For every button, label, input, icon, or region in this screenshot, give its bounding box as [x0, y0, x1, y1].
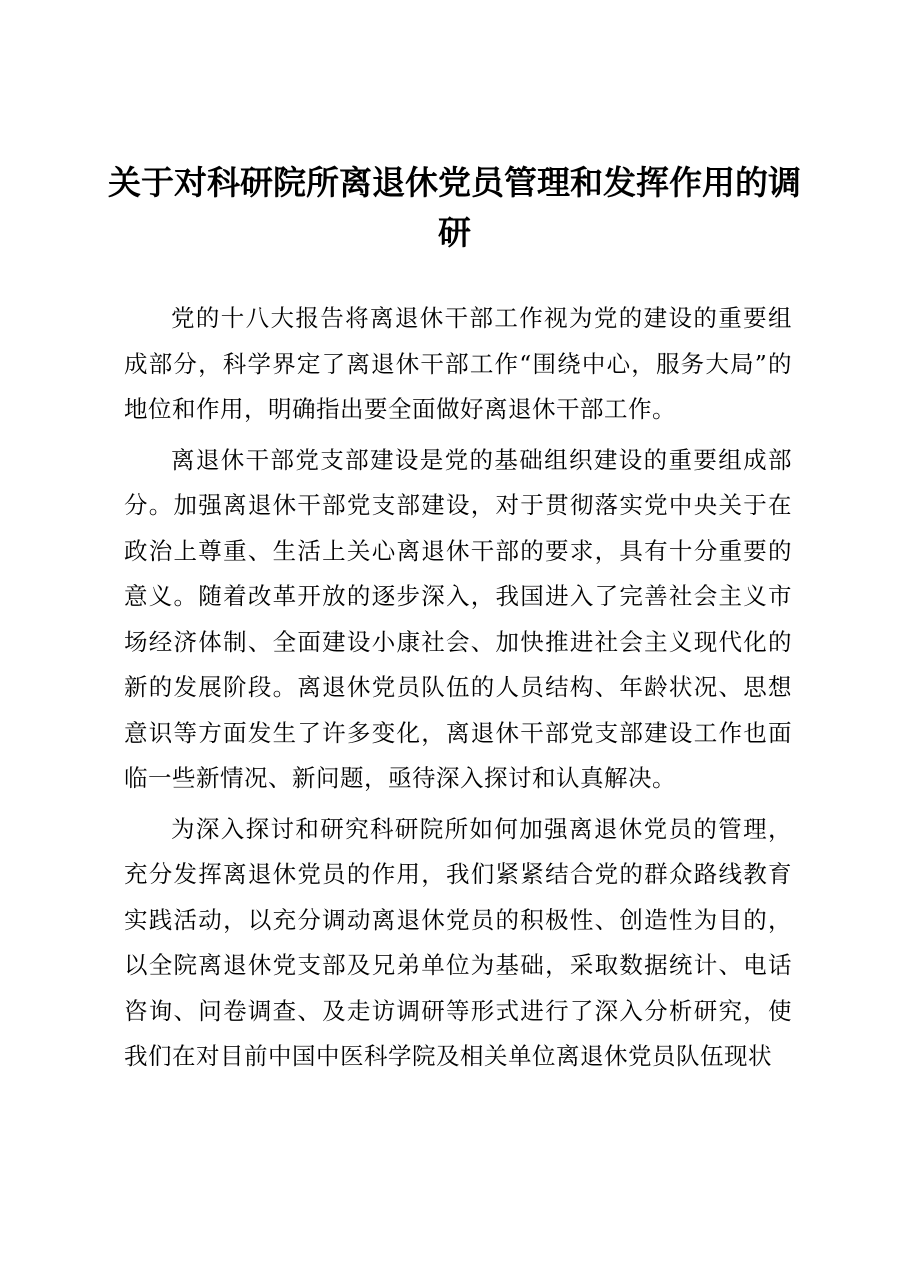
paragraph-2: 离退休干部党支部建设是党的基础组织建设的重要组成部分。加强离退休干部党支部建设，对于贯彻落实党中央关于在政治上尊重、生活上关心离退休干部的要求，具有十分重要的意义。随着改革开放的逐步深入，我国进入了完善社会主义市场经济体制、全面建设小康社会、加快推进社会主义现代化的新的发展阶段。离退休党员队伍的人员结构、年龄状况、思想意识等方面发生了许多变化，离退休干部党支部建设工作也面临一些新情况、新问题，亟待深入探讨和认真解决。	[124, 445, 792, 792]
paragraph-1: 党的十八大报告将离退休干部工作视为党的建设的重要组成部分，科学界定了离退休干部工作“围绕中心，服务大局”的地位和作用，明确指出要全面做好离退休干部工作。	[124, 304, 792, 423]
paragraph-3: 为深入探讨和研究科研院所如何加强离退休党员的管理，充分发挥离退休党员的作用，我们紧紧结合党的群众路线教育实践活动，以充分调动离退休党员的积极性、创造性为目的，以全院离退休党支部及兄弟单位为基础，采取数据统计、电话咨询、问卷调查、及走访调研等形式进行了深入分析研究，使我们在对目前中国中医科学院及相关单位离退休党员队伍现状	[124, 814, 792, 1070]
document-body	[124, 296, 792, 1085]
document-title: 关于对科研院所离退休党员管理和发挥作用的调研	[108, 163, 801, 252]
